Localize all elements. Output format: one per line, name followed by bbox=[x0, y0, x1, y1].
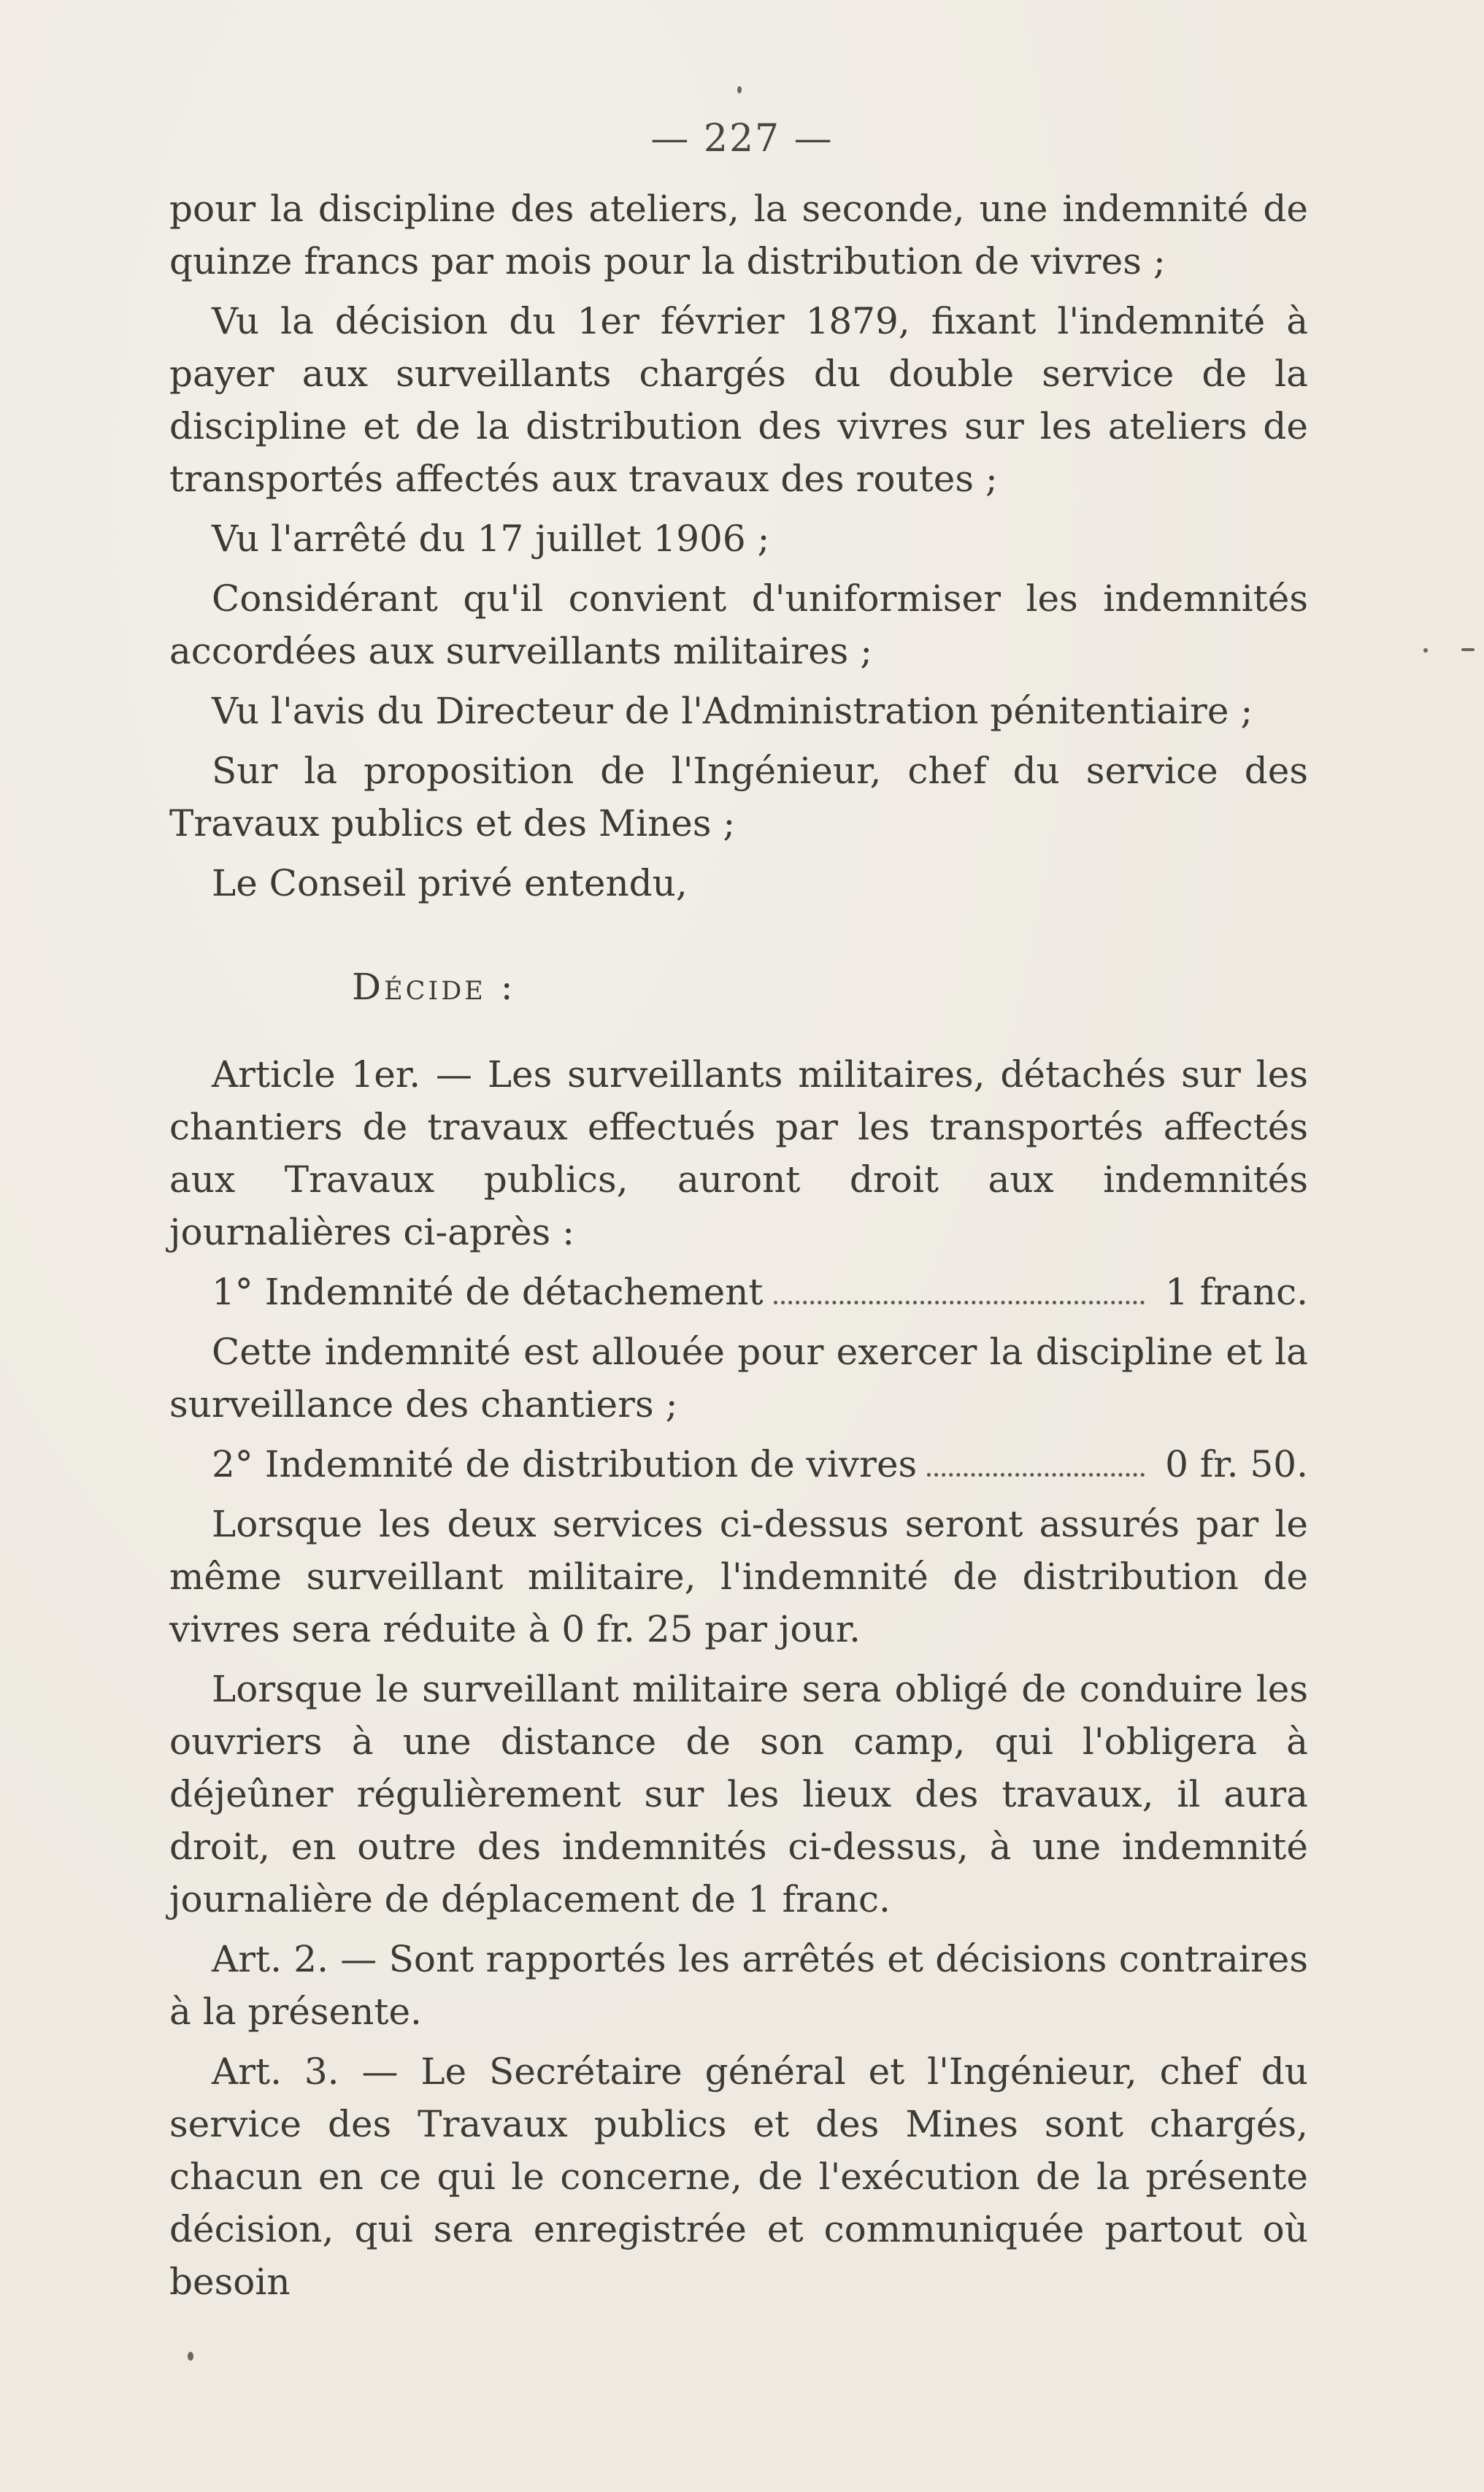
indemnity-amount: 0 fr. 50. bbox=[1165, 1443, 1308, 1485]
article-2: Art. 2. — Sont rapportés les arrêtés et décisions contraires à la présente. bbox=[169, 1938, 1308, 2033]
page-number: — 227 — bbox=[650, 117, 834, 161]
paragraph: Vu la décision du 1er février 1879, fixant l'indemnité à payer aux surveillants chargés du double service de la discipline et de la distribution des vivres sur les ateliers de transportés affectés aux travaux des routes ; bbox=[169, 300, 1308, 500]
paper-speck bbox=[188, 2352, 193, 2361]
indemnity-line-detachment bbox=[169, 1266, 1308, 1318]
paragraph: Sur la proposition de l'Ingénieur, chef du service des Travaux publics et des Mines ; bbox=[169, 750, 1308, 845]
indemnity-label: 1° Indemnité de détachement bbox=[212, 1271, 764, 1313]
paragraph: Cette indemnité est allouée pour exercer la discipline et la surveillance des chantiers ; bbox=[169, 1331, 1308, 1426]
paragraph: Vu l'arrêté du 17 juillet 1906 ; bbox=[212, 518, 770, 560]
document-body bbox=[169, 182, 1308, 2315]
paragraph: Vu l'avis du Directeur de l'Administration pénitentiaire ; bbox=[212, 690, 1253, 732]
paper-speck bbox=[1423, 648, 1428, 653]
dot-leader bbox=[927, 1473, 1145, 1477]
indemnity-amount: 1 franc. bbox=[1164, 1271, 1308, 1313]
paper-speck bbox=[737, 86, 742, 93]
paragraph: pour la discipline des ateliers, la seconde, une indemnité de quinze francs par mois pour la distribution de vivres ; bbox=[169, 188, 1308, 282]
paragraph: Lorsque les deux services ci-dessus seront assurés par le même surveillant militaire, l'indemnité de distribution de vivres sera réduite à 0 fr. 25 par jour. bbox=[169, 1503, 1308, 1650]
indemnity-label: 2° Indemnité de distribution de vivres bbox=[212, 1443, 918, 1485]
article-1: Article 1er. — Les surveillants militaires, détachés sur les chantiers de travaux effectués par les transportés affectés aux Travaux publics, auront droit aux indemnités journalières ci-après : bbox=[169, 1053, 1308, 1253]
article-3: Art. 3. — Le Secrétaire général et l'Ingénieur, chef du service des Travaux publics et des Mines sont chargés, chacun en ce qui le concerne, de l'exécution de la présente décision, qui sera enregistrée et communiquée partout où besoin bbox=[169, 2050, 1308, 2303]
indemnity-line-distribution bbox=[169, 1438, 1308, 1491]
paragraph: Lorsque le surveillant militaire sera obligé de conduire les ouvriers à une distance de son camp, qui l'obligera à déjeûner régulièrement sur les lieux des travaux, il aura droit, en outre des indemnités ci-dessus, à une indemnité journalière de déplacement de 1 franc. bbox=[169, 1668, 1308, 1920]
dot-leader bbox=[774, 1301, 1145, 1304]
paragraph: Considérant qu'il convient d'uniformiser les indemnités accordées aux surveillants militaires ; bbox=[169, 577, 1308, 672]
paragraph: Le Conseil privé entendu, bbox=[212, 862, 688, 904]
decision-heading: Décide : bbox=[352, 966, 516, 1008]
paper-speck bbox=[1461, 648, 1475, 651]
